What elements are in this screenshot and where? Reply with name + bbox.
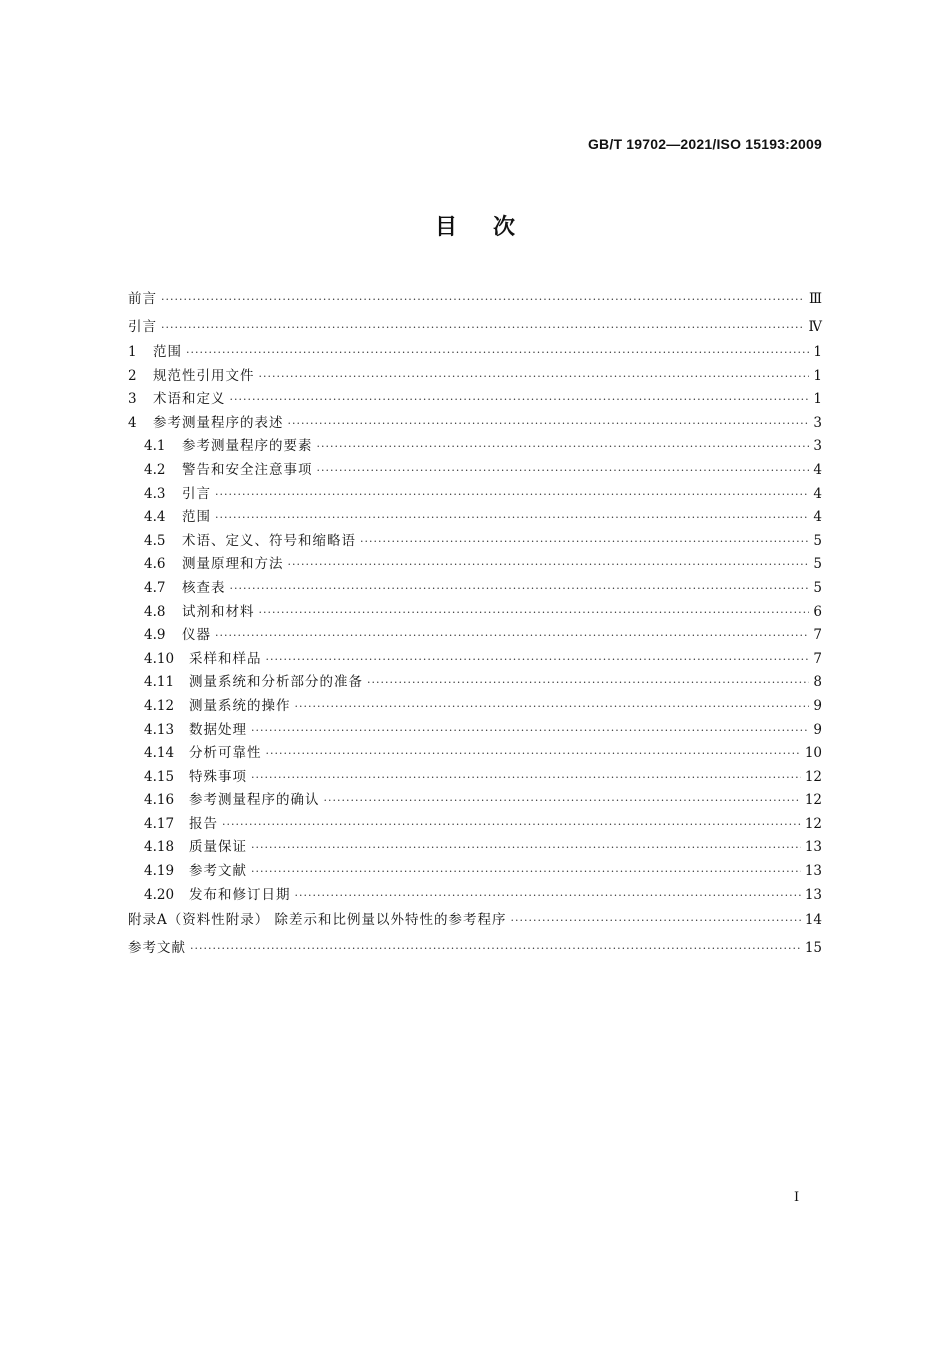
toc-entry[interactable] (128, 435, 822, 459)
dot-leader (215, 483, 809, 507)
toc-entry-label: 警告和安全注意事项 (182, 461, 313, 478)
toc-entry-number: 4.18 (144, 839, 175, 856)
toc-entry-label: 测量原理和方法 (182, 556, 284, 573)
toc-entry[interactable] (128, 836, 822, 860)
toc-entry[interactable] (128, 365, 822, 389)
dot-leader (259, 601, 810, 625)
toc-entry-number: 4.9 (144, 627, 166, 644)
toc-entry-page: 9 (813, 721, 822, 738)
toc-entry-number: 4.11 (144, 674, 175, 691)
dot-leader (251, 836, 801, 860)
toc-entry[interactable] (128, 813, 822, 837)
dot-leader (511, 907, 801, 935)
page-number: I (794, 1190, 800, 1205)
toc-entry-label: 附录A（资料性附录） 除差示和比例量以外特性的参考程序 (128, 912, 507, 929)
toc-entry-page: 14 (804, 912, 822, 929)
dot-leader (230, 388, 810, 412)
dot-leader (288, 412, 810, 436)
dot-leader (324, 789, 801, 813)
toc-entry[interactable] (128, 671, 822, 695)
toc-entry[interactable] (128, 766, 822, 790)
dot-leader (251, 766, 801, 790)
dot-leader (161, 314, 805, 342)
toc-entry-page: 8 (813, 674, 822, 691)
toc-entry-label: 仪器 (182, 627, 211, 644)
toc-entry-number: 4.19 (144, 863, 175, 880)
toc-entry-page: 1 (813, 391, 822, 408)
toc-entry-label: 参考测量程序的要素 (182, 438, 313, 455)
toc-entry-page: 5 (813, 556, 822, 573)
toc-entry[interactable] (128, 860, 822, 884)
dot-leader (251, 860, 801, 884)
table-of-contents (128, 286, 822, 962)
toc-entry-label: 发布和修订日期 (189, 886, 291, 903)
dot-leader (295, 884, 801, 908)
toc-entry[interactable] (128, 483, 822, 507)
toc-entry-page: 1 (813, 344, 822, 360)
toc-entry-page: 6 (813, 603, 822, 620)
toc-entry[interactable] (128, 695, 822, 719)
toc-entry-number: 4.12 (144, 697, 175, 714)
dot-leader (317, 435, 810, 459)
dot-leader (266, 742, 801, 766)
toc-entry-number: 1 (128, 344, 137, 360)
toc-entry-number: 4.5 (144, 532, 166, 549)
toc-entry-page: 12 (804, 792, 822, 809)
toc-entry-page: 13 (804, 863, 822, 880)
toc-entry-page: 12 (804, 815, 822, 832)
toc-entry-page: Ⅳ (808, 318, 822, 335)
toc-entry[interactable] (128, 648, 822, 672)
dot-leader (288, 553, 810, 577)
standard-code: GB/T 19702—2021/ISO 15193:2009 (587, 136, 822, 152)
toc-entry[interactable] (128, 412, 822, 436)
toc-entry-number: 4.10 (144, 650, 175, 667)
dot-leader (367, 671, 809, 695)
dot-leader (222, 813, 801, 837)
toc-entry[interactable] (128, 341, 822, 365)
toc-entry[interactable] (128, 553, 822, 577)
toc-entry-page: 7 (813, 650, 822, 667)
toc-entry[interactable] (128, 506, 822, 530)
toc-entry[interactable] (128, 314, 822, 342)
dot-leader (317, 459, 810, 483)
toc-entry[interactable] (128, 742, 822, 766)
toc-entry[interactable] (128, 577, 822, 601)
toc-entry-number: 4 (128, 414, 137, 431)
toc-entry-label: 术语、定义、符号和缩略语 (182, 532, 356, 549)
toc-entry-label: 范围 (153, 344, 182, 360)
toc-entry-page: 9 (813, 697, 822, 714)
toc-entry-page: Ⅲ (808, 291, 822, 307)
toc-entry[interactable] (128, 624, 822, 648)
toc-entry-page: 3 (813, 414, 822, 431)
dot-leader (186, 341, 809, 365)
toc-entry-page: 4 (813, 509, 822, 526)
toc-entry[interactable] (128, 530, 822, 554)
dot-leader (266, 648, 810, 672)
toc-entry[interactable] (128, 388, 822, 412)
dot-leader (251, 719, 809, 743)
toc-entry[interactable] (128, 907, 822, 935)
toc-entry[interactable] (128, 286, 822, 314)
toc-entry-label: 参考文献 (128, 939, 186, 956)
toc-entry-page: 3 (813, 438, 822, 455)
toc-entry-page: 15 (804, 939, 822, 956)
dot-leader (360, 530, 809, 554)
toc-entry-number: 4.15 (144, 768, 175, 785)
toc-entry-number: 4.13 (144, 721, 175, 738)
toc-entry-label: 参考测量程序的确认 (189, 792, 320, 809)
toc-entry-label: 术语和定义 (153, 391, 226, 408)
dot-leader (190, 935, 801, 963)
toc-entry-label: 测量系统的操作 (189, 697, 291, 714)
toc-entry-number: 4.7 (144, 579, 166, 596)
toc-entry-number: 3 (128, 391, 137, 408)
toc-entry-number: 4.2 (144, 461, 166, 478)
toc-entry-label: 引言 (128, 318, 157, 335)
toc-entry-number: 4.1 (144, 438, 166, 455)
dot-leader (161, 286, 805, 314)
toc-entry-number: 4.14 (144, 745, 175, 762)
toc-entry-label: 采样和样品 (189, 650, 262, 667)
toc-entry-page: 4 (813, 485, 822, 502)
toc-entry[interactable] (128, 935, 822, 963)
toc-entry-label: 特殊事项 (189, 768, 247, 785)
toc-entry-label: 分析可靠性 (189, 745, 262, 762)
toc-entry-label: 质量保证 (189, 839, 247, 856)
toc-entry-label: 数据处理 (189, 721, 247, 738)
toc-entry-page: 5 (813, 579, 822, 596)
dot-leader (215, 506, 809, 530)
toc-entry-label: 参考测量程序的表述 (153, 414, 284, 431)
toc-entry-label: 试剂和材料 (182, 603, 255, 620)
toc-entry-page: 12 (804, 768, 822, 785)
toc-entry-number: 2 (128, 367, 137, 384)
dot-leader (230, 577, 810, 601)
toc-entry-label: 核查表 (182, 579, 226, 596)
toc-entry-page: 13 (804, 886, 822, 903)
toc-entry-page: 10 (804, 745, 822, 762)
toc-entry-label: 报告 (189, 815, 218, 832)
toc-entry-label: 规范性引用文件 (153, 367, 255, 384)
toc-entry[interactable] (128, 789, 822, 813)
toc-entry-number: 4.3 (144, 485, 166, 502)
toc-entry-page: 7 (813, 627, 822, 644)
toc-entry-number: 4.17 (144, 815, 175, 832)
toc-entry-page: 1 (813, 367, 822, 384)
toc-entry-page: 13 (804, 839, 822, 856)
page-title: 目次 (434, 215, 551, 240)
toc-entry[interactable] (128, 459, 822, 483)
toc-entry-number: 4.20 (144, 886, 175, 903)
dot-leader (295, 695, 810, 719)
toc-entry-label: 引言 (182, 485, 211, 502)
toc-entry-number: 4.8 (144, 603, 166, 620)
toc-entry-page: 5 (813, 532, 822, 549)
dot-leader (215, 624, 809, 648)
toc-entry-label: 测量系统和分析部分的准备 (189, 674, 363, 691)
dot-leader (259, 365, 810, 389)
toc-entry-page: 4 (813, 461, 822, 478)
toc-entry-number: 4.16 (144, 792, 175, 809)
toc-entry[interactable] (128, 601, 822, 625)
toc-entry-label: 参考文献 (189, 863, 247, 880)
toc-entry-number: 4.4 (144, 509, 166, 526)
toc-entry[interactable] (128, 719, 822, 743)
toc-entry[interactable] (128, 884, 822, 908)
toc-entry-label: 前言 (128, 291, 157, 307)
toc-entry-label: 范围 (182, 509, 211, 526)
toc-entry-number: 4.6 (144, 556, 166, 573)
